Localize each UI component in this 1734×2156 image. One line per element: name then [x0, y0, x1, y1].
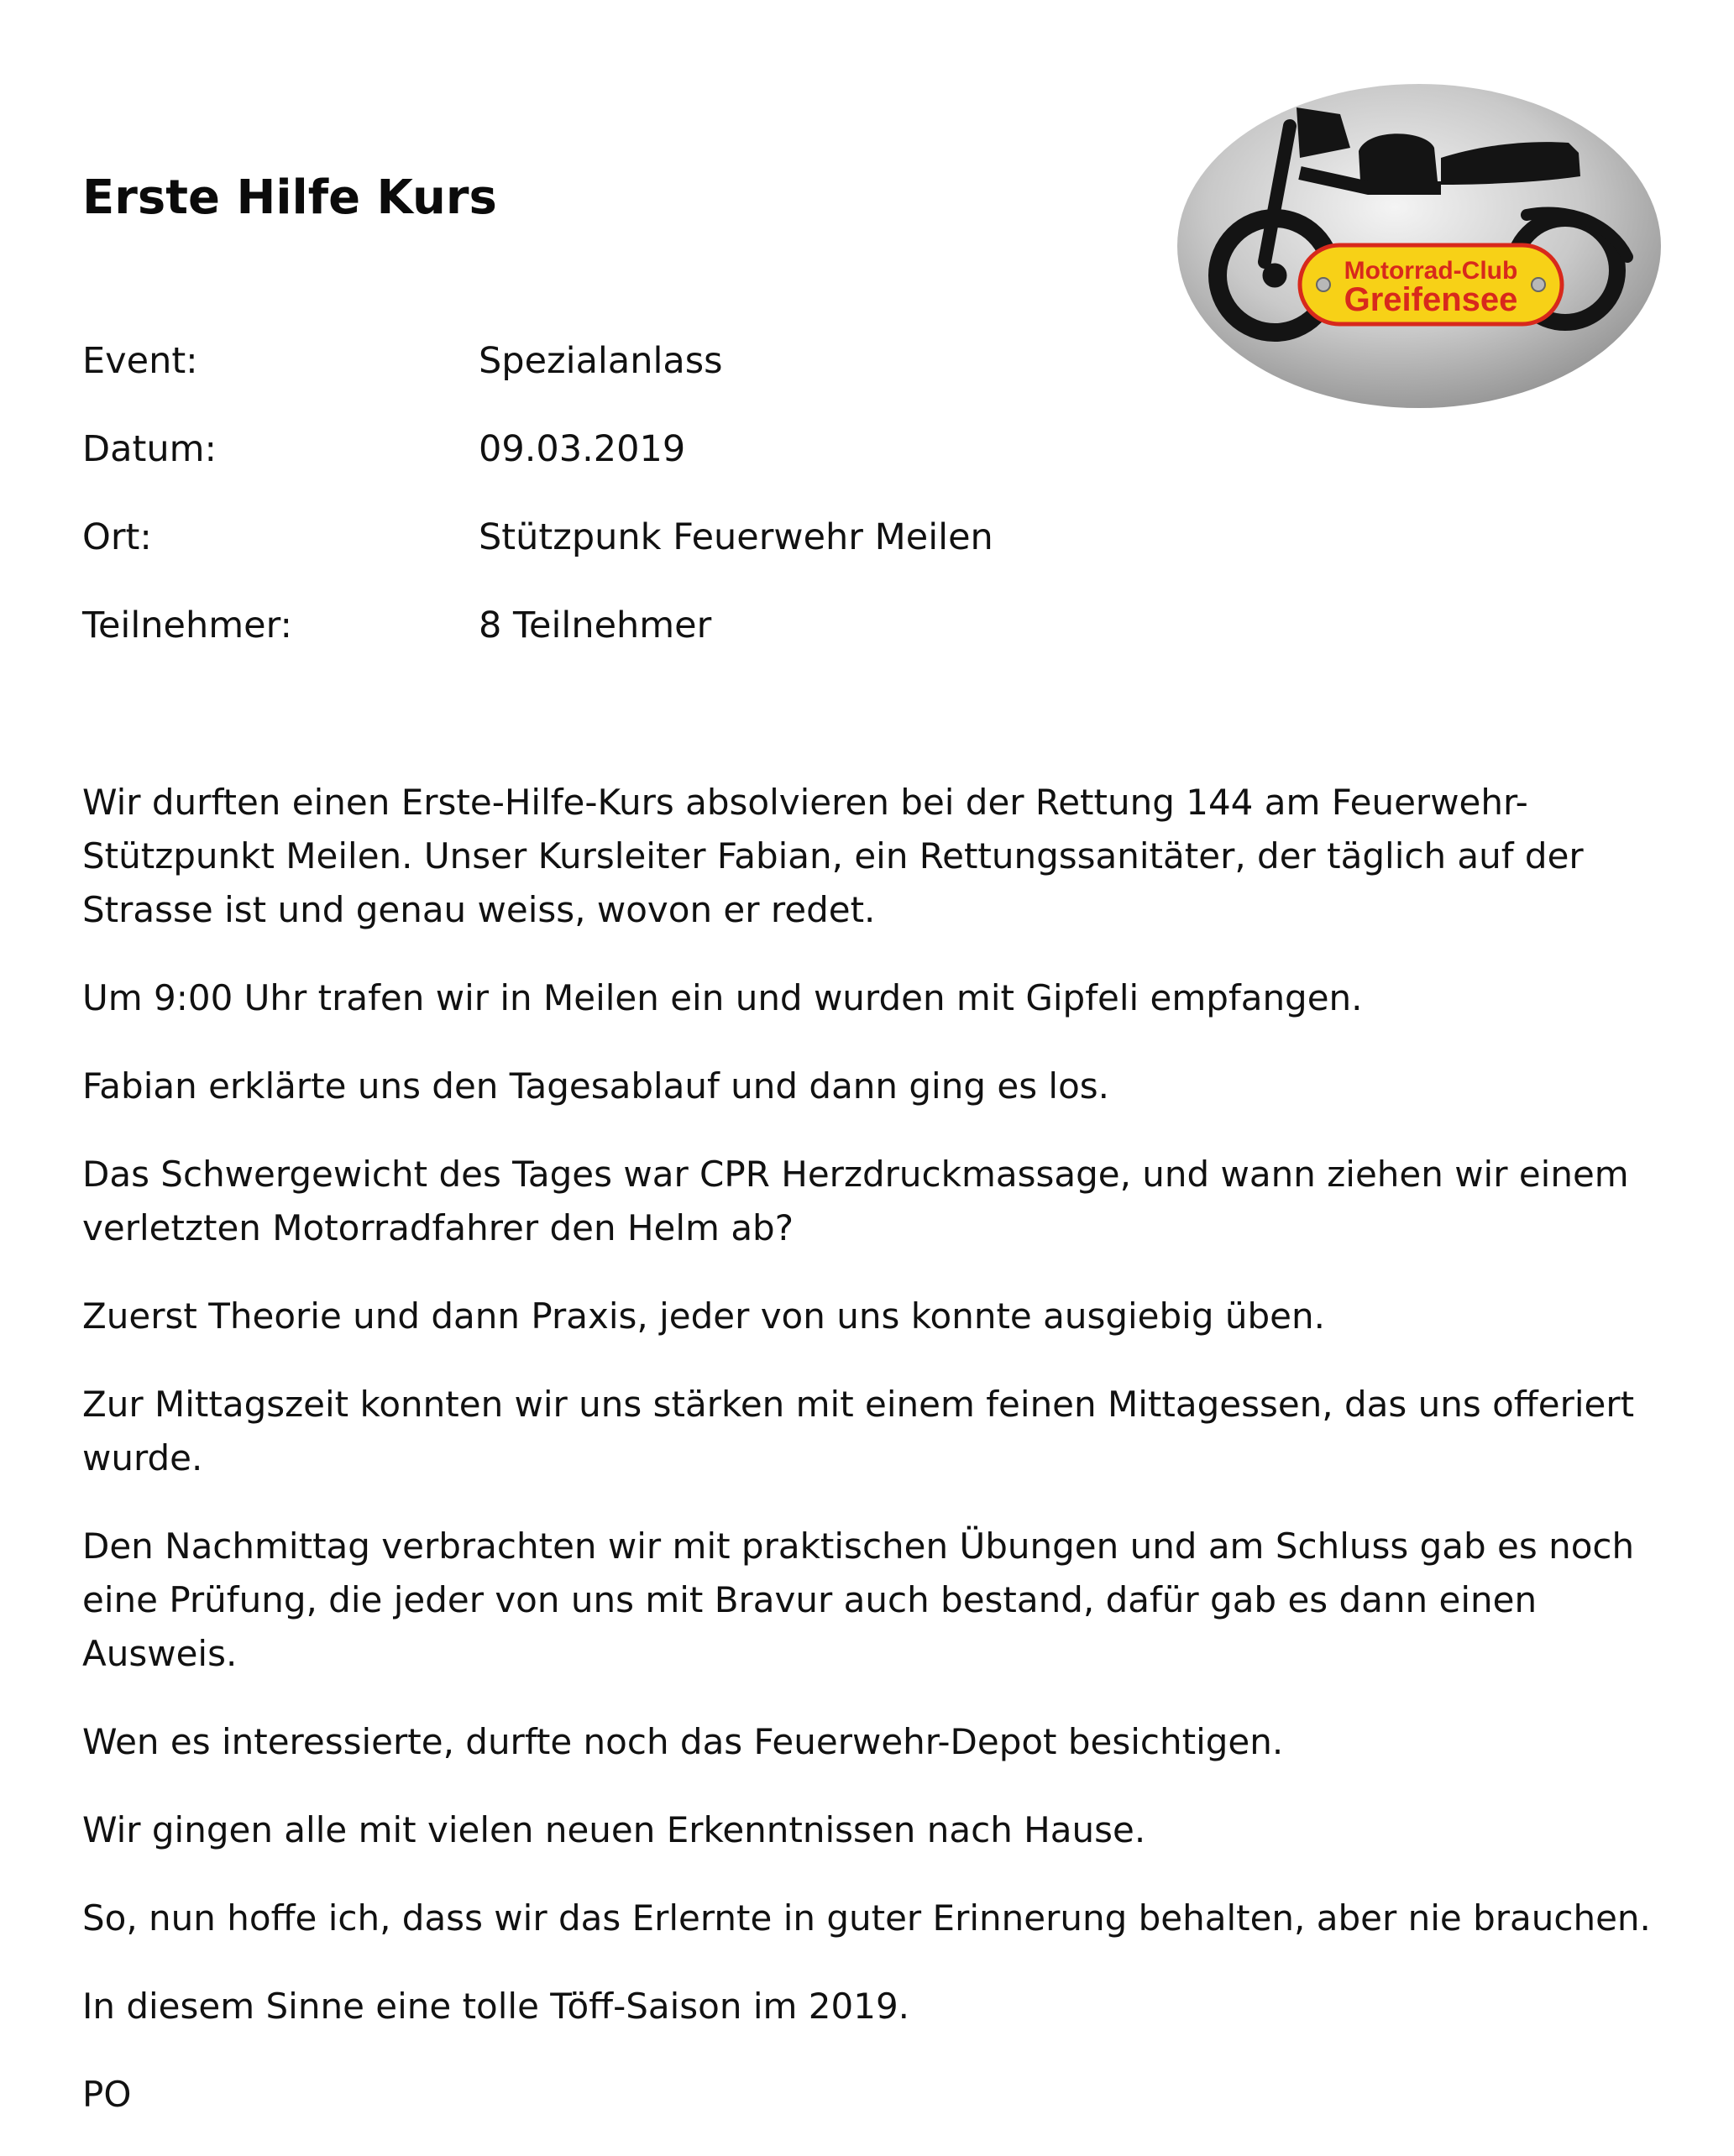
paragraph: Wen es interessierte, durfte noch das Feuerwehr-Depot besichtigen. — [82, 1721, 1284, 1762]
event-details — [82, 336, 1258, 688]
location-value: Stützpunk Feuerwehr Meilen — [479, 516, 993, 558]
paragraph: Zuerst Theorie und dann Praxis, jeder von uns konnte ausgiebig üben. — [82, 1295, 1325, 1337]
paragraph: In diesem Sinne eine tolle Töff-Saison im 2019. — [82, 1986, 910, 2027]
paragraph: So, nun hoffe ich, dass wir das Erlernte in guter Erinnerung behalten, aber nie brauchen. — [82, 1897, 1651, 1939]
detail-row-event — [82, 336, 1258, 424]
participants-value: 8 Teilnehmer — [479, 604, 712, 646]
detail-row-location — [82, 512, 1258, 600]
detail-row-participants — [82, 600, 1258, 688]
logo-line-2: Greifensee — [1344, 281, 1518, 318]
event-value: Spezialanlass — [479, 340, 723, 382]
report-body — [82, 776, 1678, 2156]
paragraph: Wir gingen alle mit vielen neuen Erkenntnissen nach Hause. — [82, 1809, 1146, 1850]
paragraph: Fabian erklärte uns den Tagesablauf und dann ging es los. — [82, 1065, 1110, 1107]
club-badge — [1300, 245, 1562, 324]
detail-row-date — [82, 424, 1258, 512]
paragraph: Den Nachmittag verbrachten wir mit praktischen Übungen und am Schluss gab es noch eine Prüfung, die jeder von uns mit Bravur auch bestand, dafür gab es dann einen Ausweis. — [82, 1525, 1635, 1674]
date-label: Datum: — [82, 428, 217, 470]
event-label: Event: — [82, 340, 198, 382]
location-label: Ort: — [82, 516, 152, 558]
paragraph: Um 9:00 Uhr trafen wir in Meilen ein und wurden mit Gipfeli empfangen. — [82, 977, 1363, 1018]
date-value: 09.03.2019 — [479, 428, 686, 470]
paragraph: Das Schwergewicht des Tages war CPR Herzdruckmassage, und wann ziehen wir einem verletzten Motorradfahrer den Helm ab? — [82, 1154, 1629, 1248]
paragraph: Zur Mittagszeit konnten wir uns stärken mit einem feinen Mittagessen, das uns offeriert wurde. — [82, 1384, 1635, 1478]
paragraph: Wir durften einen Erste-Hilfe-Kurs absolvieren bei der Rettung 144 am Feuerwehr-Stützpunkt Meilen. Unser Kursleiter Fabian, ein Rettungssanitäter, der täglich auf der Strasse ist und genau weiss, wovon er redet. — [82, 782, 1584, 930]
participants-label: Teilnehmer: — [82, 604, 293, 646]
document-title: Erste Hilfe Kurs — [82, 170, 497, 225]
author-signature: PO — [82, 2074, 132, 2115]
logo-line-1: Motorrad-Club — [1344, 257, 1518, 285]
